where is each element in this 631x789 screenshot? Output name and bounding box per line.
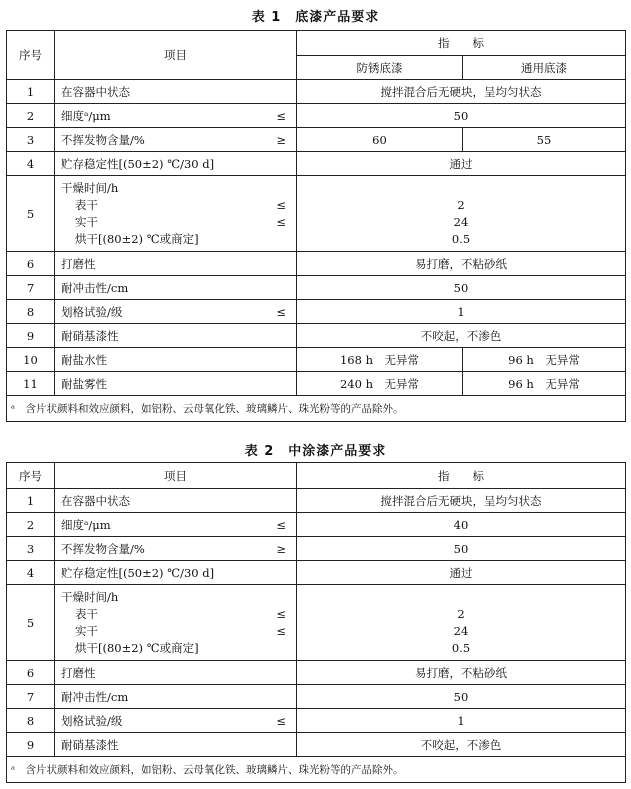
table-row: 3 不挥发物含量/% ≥ 60 55 <box>7 128 626 152</box>
table-row: 5 干燥时间/h 表干 ≤ 实干 ≤ 烘干[(80±2) ℃或商定] 2 24 0.5 <box>7 176 626 252</box>
table-row: 10 耐盐水性 168 h 无异常 96 h 无异常 <box>7 348 626 372</box>
table-row: 7 耐冲击性/cm 50 <box>7 276 626 300</box>
table-row: 4 贮存稳定性[(50±2) ℃/30 d] 通过 <box>7 152 626 176</box>
row-value: 1 <box>297 300 626 324</box>
row-value: 50 <box>297 276 626 300</box>
row-item: 打磨性 <box>55 661 297 685</box>
row-value-antirust: 168 h 无异常 <box>297 348 463 372</box>
row-item: 贮存稳定性[(50±2) ℃/30 d] <box>55 152 297 176</box>
le-symbol: ≤ <box>276 713 286 728</box>
row-value: 不咬起，不渗色 <box>297 733 626 757</box>
row-item: 细度ᵃ/μm <box>61 108 111 123</box>
row-item: 不挥发物含量/% <box>61 541 145 556</box>
table2-footnote: ᵃ 含片状颜料和效应颜料，如铝粉、云母氧化铁、玻璃鳞片、珠光粉等的产品除外。 <box>7 757 626 783</box>
row-item: 耐盐水性 <box>55 348 297 372</box>
le-symbol: ≤ <box>276 304 286 319</box>
row-value-general: 96 h 无异常 <box>463 348 626 372</box>
row-item: 干燥时间/h <box>61 589 119 604</box>
table-row: 1 在容器中状态 搅拌混合后无硬块，呈均匀状态 <box>7 489 626 513</box>
table-row: 6 打磨性 易打磨，不粘砂纸 <box>7 252 626 276</box>
table1-footnote: ᵃ 含片状颜料和效应颜料，如铝粉、云母氧化铁、玻璃鳞片、珠光粉等的产品除外。 <box>7 396 626 422</box>
table-row: 6 打磨性 易打磨，不粘砂纸 <box>7 661 626 685</box>
le-symbol: ≤ <box>276 108 286 123</box>
row-item: 贮存稳定性[(50±2) ℃/30 d] <box>55 561 297 585</box>
row-value: 易打磨，不粘砂纸 <box>297 661 626 685</box>
header-general-primer: 通用底漆 <box>463 56 626 80</box>
table-row: 4 贮存稳定性[(50±2) ℃/30 d] 通过 <box>7 561 626 585</box>
row-item: 划格试验/级 <box>61 304 123 319</box>
row-value-antirust: 240 h 无异常 <box>297 372 463 396</box>
row-value: 1 <box>297 709 626 733</box>
row-item: 在容器中状态 <box>55 489 297 513</box>
row-value: 通过 <box>297 152 626 176</box>
header-index: 指 标 <box>297 31 626 56</box>
row-value: 搅拌混合后无硬块，呈均匀状态 <box>297 80 626 104</box>
table-row: 9 耐硝基漆性 不咬起，不渗色 <box>7 324 626 348</box>
table1-title: 表 1 底漆产品要求 <box>251 10 380 25</box>
row-item: 耐硝基漆性 <box>55 733 297 757</box>
row-item: 划格试验/级 <box>61 713 123 728</box>
row-value: 易打磨，不粘砂纸 <box>297 252 626 276</box>
table-row: 7 耐冲击性/cm 50 <box>7 685 626 709</box>
row-item: 干燥时间/h <box>61 180 119 195</box>
header-no: 序号 <box>7 463 55 489</box>
row-value-antirust: 60 <box>297 128 463 152</box>
row-item: 耐硝基漆性 <box>55 324 297 348</box>
table-row: 2 细度ᵃ/μm ≤ 40 <box>7 513 626 537</box>
row-value-general: 96 h 无异常 <box>463 372 626 396</box>
row-item: 耐冲击性/cm <box>55 685 297 709</box>
header-antirust-primer: 防锈底漆 <box>297 56 463 80</box>
table-row: 11 耐盐雾性 240 h 无异常 96 h 无异常 <box>7 372 626 396</box>
row-value: 50 <box>297 685 626 709</box>
le-symbol: ≤ <box>276 517 286 532</box>
row-item: 耐冲击性/cm <box>55 276 297 300</box>
row-value-general: 55 <box>463 128 626 152</box>
header-item: 项目 <box>55 31 297 80</box>
table-row: 1 在容器中状态 搅拌混合后无硬块，呈均匀状态 <box>7 80 626 104</box>
table-row: 8 划格试验/级 ≤ 1 <box>7 300 626 324</box>
row-value: 不咬起，不渗色 <box>297 324 626 348</box>
table2-title: 表 2 中涂漆产品要求 <box>244 444 387 459</box>
primer-requirements-table <box>6 30 626 422</box>
intermediate-coat-requirements-table <box>6 462 626 783</box>
header-item: 项目 <box>55 463 297 489</box>
ge-symbol: ≥ <box>276 541 286 556</box>
row-item: 细度ᵃ/μm <box>61 517 111 532</box>
row-value: 搅拌混合后无硬块，呈均匀状态 <box>297 489 626 513</box>
row-item: 耐盐雾性 <box>55 372 297 396</box>
row-value: 50 <box>297 537 626 561</box>
row-value: 通过 <box>297 561 626 585</box>
row-item: 在容器中状态 <box>55 80 297 104</box>
row-value: 40 <box>297 513 626 537</box>
row-item: 打磨性 <box>55 252 297 276</box>
table-row: 3 不挥发物含量/% ≥ 50 <box>7 537 626 561</box>
ge-symbol: ≥ <box>276 132 286 147</box>
table-row: 9 耐硝基漆性 不咬起，不渗色 <box>7 733 626 757</box>
table-row: 2 细度ᵃ/μm ≤ 50 <box>7 104 626 128</box>
row-value: 50 <box>297 104 626 128</box>
header-no: 序号 <box>7 31 55 80</box>
row-item: 不挥发物含量/% <box>61 132 145 147</box>
table-row: 5 干燥时间/h 表干 ≤ 实干 ≤ 烘干[(80±2) ℃或商定] 2 24 0.5 <box>7 585 626 661</box>
table-row: 8 划格试验/级 ≤ 1 <box>7 709 626 733</box>
header-index: 指 标 <box>297 463 626 489</box>
